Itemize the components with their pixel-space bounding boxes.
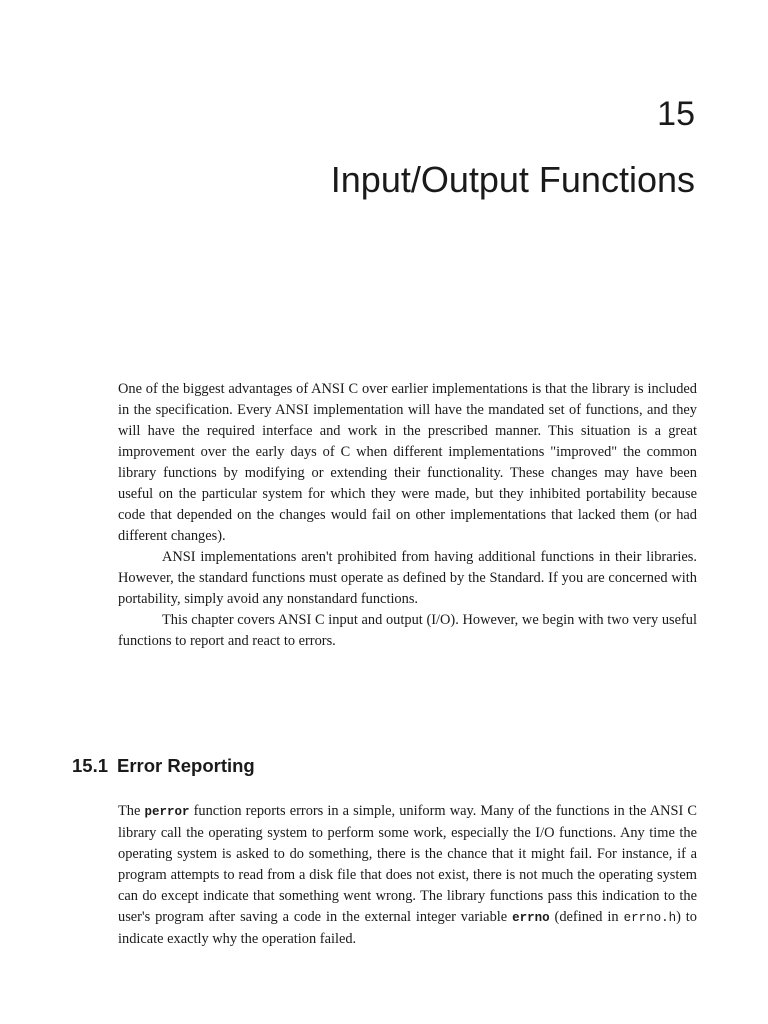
text-run: function reports errors in a simple, uniform way. Many of the functions in the ANSI C library call the operating system to perform some work, especially the I/O functions. Any time the operating system is asked to do something, there is the chance that it might fail. For instance, if a program attempts to read from a disk file that does not exist, there is not much the operating system can do except indicate that something went wrong. The library functions pass this indication to the user's program after saving a code in the external integer variable	[118, 803, 697, 925]
text-run: (defined in	[549, 909, 624, 925]
chapter-title: Input/Output Functions	[330, 159, 695, 200]
code-errno: errno	[512, 911, 550, 925]
intro-paragraph: This chapter covers ANSI C input and output (I/O). However, we begin with two very useful functions to report and react to errors.	[118, 612, 697, 649]
text-run: The	[118, 803, 145, 819]
code-perror: perror	[144, 805, 190, 819]
section-number: 15.1	[72, 755, 109, 776]
intro-text	[118, 379, 697, 652]
text-run: ) to indicate exactly why the operation failed.	[118, 909, 697, 947]
code-errno-h: errno.h	[623, 911, 677, 925]
section-paragraph	[118, 801, 697, 950]
section-title: Error Reporting	[117, 755, 255, 776]
chapter-number: 15	[657, 95, 695, 133]
section-body	[118, 801, 697, 950]
intro-paragraph: One of the biggest advantages of ANSI C over earlier implementations is that the library is included in the specification. Every ANSI implementation will have the mandated set of functions, and they will have the required interface and work in the prescribed manner. This situation is a great improvement over the early days of C when different implementations "improved" the common library functions by modifying or extending their functionality. These changes may have been useful on the particular system for which they were made, but they inhibited portability because code that depended on the changes would fail on other implementations that lacked them (or had different changes).	[118, 381, 697, 544]
section-heading	[72, 753, 255, 779]
intro-paragraph: ANSI implementations aren't prohibited from having additional functions in their libraries. However, the standard functions must operate as defined by the Standard. If you are concerned with portability, simply avoid any nonstandard functions.	[118, 549, 697, 607]
